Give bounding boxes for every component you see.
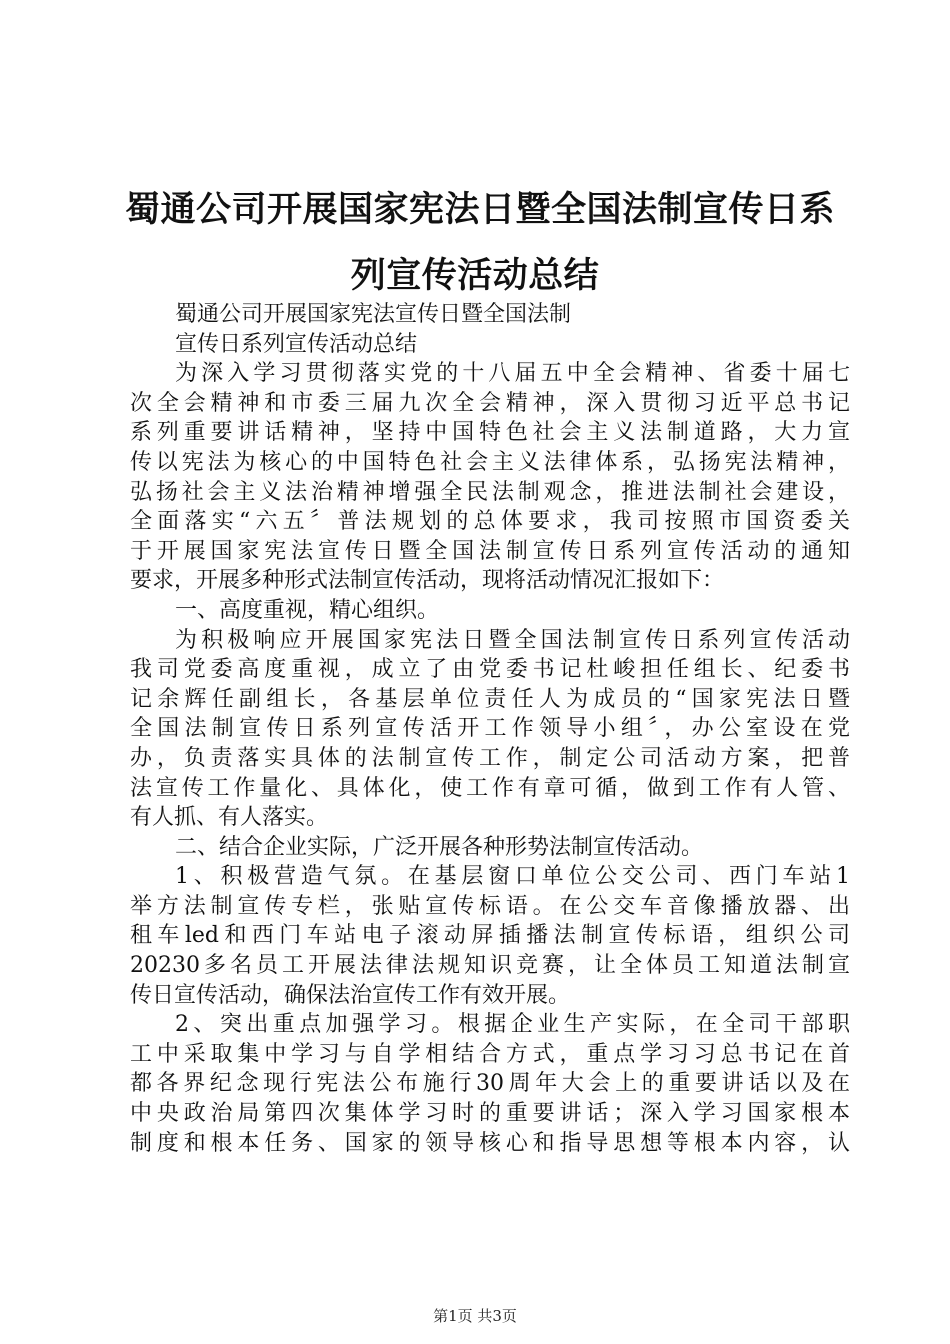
document-title-line-1: 蜀通公司开展国家宪法日暨全国法制宣传日系: [125, 190, 836, 230]
text-line: 工中采取集中学习与自学相结合方式，重点学习习总书记在首: [130, 1041, 850, 1067]
text-line: 蜀通公司开展国家宪法宣传日暨全国法制: [175, 302, 572, 327]
text-line: 都各界纪念现行宪法公布施行30周年大会上的重要讲话以及在: [130, 1071, 850, 1097]
text-line: 弘扬社会主义法治精神增强全民法制观念，推进法制社会建设，: [130, 479, 850, 505]
text-line: 要求，开展多种形式法制宣传活动，现将活动情况汇报如下：: [130, 568, 725, 594]
text-line: 租车led和西门车站电子滚动屏插播法制宣传标语，组织公司: [130, 923, 850, 949]
text-line: 二、结合企业实际，广泛开展各种形势法制宣传活动。: [175, 834, 704, 860]
text-line: 2、突出重点加强学习。根据企业生产实际，在全司干部职: [175, 1012, 850, 1038]
text-line: 办，负责落实具体的法制宣传工作，制定公司活动方案，把普: [130, 745, 850, 771]
text-line: 举方法制宣传专栏，张贴宣传标语。在公交车音像播放器、出: [130, 893, 850, 919]
text-line: 有人抓、有人落实。: [130, 805, 329, 831]
text-line: 1、积极营造气氛。在基层窗口单位公交公司、西门车站1: [175, 864, 850, 890]
document-title-line-2: 列宣传活动总结: [350, 256, 600, 296]
document-body: [130, 300, 850, 1158]
text-line: 20230多名员工开展法律法规知识竞赛，让全体员工知道法制宣: [130, 953, 850, 979]
page-footer: 第1页 共3页: [433, 1307, 517, 1325]
text-line: 中央政治局第四次集体学习时的重要讲话；深入学习国家根本: [130, 1101, 850, 1127]
text-line: 传日宣传活动，确保法治宣传工作有效开展。: [130, 982, 571, 1008]
text-line: 制度和根本任务、国家的领导核心和指导思想等根本内容，认: [130, 1130, 850, 1156]
text-line: 次全会精神和市委三届九次全会精神，深入贯彻习近平总书记: [130, 390, 850, 416]
text-line: 我司党委高度重视，成立了由党委书记杜峻担任组长、纪委书: [130, 657, 850, 683]
text-line: 传以宪法为核心的中国特色社会主义法律体系，弘扬宪法精神，: [130, 449, 850, 475]
text-line: 宣传日系列宣传活动总结: [175, 331, 418, 357]
text-line: 于开展国家宪法宣传日暨全国法制宣传日系列宣传活动的通知: [130, 538, 850, 564]
text-line: 记余辉任副组长，各基层单位责任人为成员的“国家宪法日暨: [130, 686, 850, 712]
text-line: 全面落实“六五〞普法规划的总体要求，我司按照市国资委关: [130, 509, 850, 535]
text-line: 全国法制宣传日系列宣传活开工作领导小组〞，办公室设在党: [130, 716, 850, 742]
text-line: 一、高度重视，精心组织。: [175, 597, 440, 623]
text-line: 为积极响应开展国家宪法日暨全国法制宣传日系列宣传活动: [175, 627, 850, 653]
text-line: 法宣传工作量化、具体化，使工作有章可循，做到工作有人管、: [130, 775, 850, 801]
text-line: 为深入学习贯彻落实党的十八届五中全会精神、省委十届七: [175, 361, 850, 387]
text-line: 系列重要讲话精神，坚持中国特色社会主义法制道路，大力宣: [130, 420, 850, 446]
